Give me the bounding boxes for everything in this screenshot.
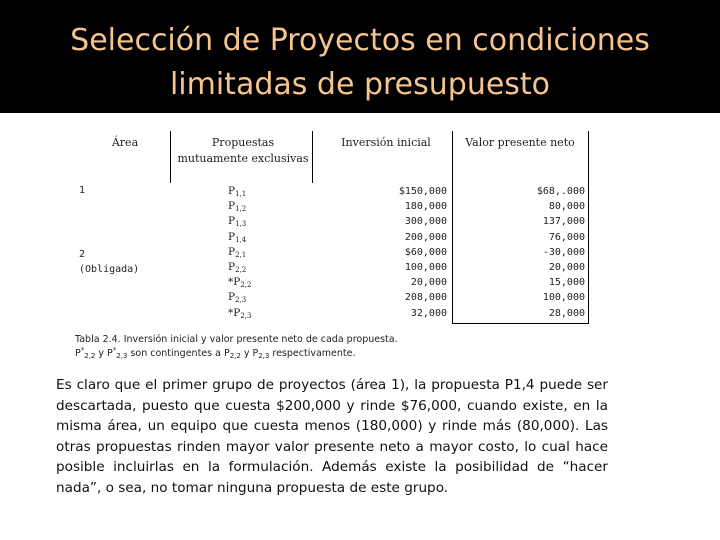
proposal-row: [228, 230, 278, 245]
investment-cell: 20,000: [410, 277, 447, 289]
caption-text: son contingentes a P: [127, 348, 230, 359]
proposal-row: [228, 260, 278, 275]
proposal-row: [228, 275, 278, 290]
table-rule-vertical-4: [588, 131, 589, 324]
caption-sup: *: [80, 346, 85, 354]
npv-cell: 137,000: [542, 216, 585, 228]
header-proposals-line-1: Propuestas: [211, 136, 275, 149]
header-proposals: [168, 135, 318, 167]
proposal-base: P: [228, 260, 236, 273]
proposal-row: [228, 184, 278, 199]
area-2-label-line-2: (Obligada): [79, 264, 140, 275]
investment-cell: 32,000: [410, 307, 447, 319]
npv-cell: 80,000: [548, 201, 585, 213]
caption-sub: 2,3: [258, 352, 270, 360]
npv-cell: -30,000: [542, 246, 585, 258]
investment-cell: $60,000: [404, 246, 447, 258]
proposal-subscript: 1,2: [235, 205, 247, 214]
proposal-subscript: 2,2: [240, 281, 252, 290]
table-caption: [75, 333, 398, 361]
caption-text: P: [75, 348, 81, 359]
proposal-prefix: *: [228, 276, 234, 289]
npv-cell: 15,000: [548, 277, 585, 289]
investment-cell: 200,000: [404, 231, 447, 243]
npv-column: [520, 184, 585, 321]
investment-cell: 208,000: [404, 292, 447, 304]
investment-cell: 300,000: [404, 216, 447, 228]
caption-text: y P: [240, 348, 259, 359]
proposal-subscript: 2,3: [240, 311, 252, 320]
proposal-subscript: 1,3: [235, 220, 247, 229]
proposal-base: P: [233, 276, 241, 289]
title-bar: [0, 0, 720, 113]
investment-cell: $150,000: [398, 186, 447, 197]
proposal-base: P: [228, 185, 236, 197]
caption-sub: 2,2: [229, 352, 241, 360]
proposal-row: [228, 306, 278, 321]
proposal-base: P: [233, 306, 241, 319]
proposal-base: P: [228, 215, 236, 228]
header-investment: Inversión inicial: [341, 136, 431, 149]
caption-sub: 2,2: [84, 352, 96, 360]
slide-title-line-1: Selección de Proyectos en condiciones: [70, 23, 650, 58]
table-caption-line-1: Tabla 2.4. Inversión inicial y valor presente neto de cada propuesta.: [75, 334, 398, 345]
proposal-base: P: [228, 245, 236, 258]
proposal-row: [228, 214, 278, 229]
area-1-label: 1: [79, 185, 86, 196]
area-2-label: [79, 247, 139, 277]
header-npv: Valor presente neto: [465, 136, 575, 149]
table-rule-vertical-2: [312, 131, 313, 183]
proposal-prefix: *: [228, 306, 234, 319]
investment-cell: 180,000: [404, 201, 447, 213]
table-rule-vertical-3: [452, 131, 453, 324]
npv-cell: 20,000: [548, 261, 585, 273]
slide-title-line-2: limitadas de presupuesto: [169, 67, 551, 102]
proposal-subscript: 2,2: [235, 265, 247, 274]
proposal-base: P: [228, 291, 236, 304]
proposal-row: [228, 290, 278, 305]
proposal-subscript: 2,3: [235, 296, 247, 305]
npv-cell: 28,000: [548, 307, 585, 319]
proposal-subscript: 2,1: [235, 250, 247, 259]
table-rule-vertical-1: [170, 131, 171, 183]
proposal-base: P: [228, 200, 236, 213]
header-proposals-line-2: mutuamente exclusivas: [177, 152, 309, 165]
proposal-row: [228, 245, 278, 260]
npv-cell: 76,000: [548, 231, 585, 243]
caption-sup: *: [112, 346, 117, 354]
proposal-subscript: 1,1: [235, 190, 247, 198]
investment-cell: 100,000: [404, 261, 447, 273]
npv-cell: $68,.000: [536, 186, 585, 197]
proposal-row: [228, 199, 278, 214]
npv-cell: 100,000: [542, 292, 585, 304]
caption-text: respectivamente.: [269, 348, 356, 359]
area-2-label-line-1: 2: [79, 249, 86, 260]
body-paragraph: Es claro que el primer grupo de proyectos (área 1), la propuesta P1,4 puede ser descartada, puesto que cuesta $200,000 y rinde $76,000, cuando existe, en la misma área, un equipo que cuesta menos (180,000) y rinde más (80,000). Las otras propuestas rinden mayor valor presente neto a mayor costo, lo cual hace posible incluirlas en la formulación. Además existe la posibilidad de “hacer nada”, o sea, no tomar ninguna propuesta de este grupo.: [56, 377, 608, 496]
caption-sub: 2,3: [116, 352, 128, 360]
caption-text: y P: [95, 348, 113, 359]
proposal-subscript: 1,4: [235, 235, 247, 244]
header-area: Área: [111, 136, 139, 149]
proposals-column: [228, 184, 278, 321]
proposal-base: P: [228, 230, 236, 243]
table-caption-line-2: [75, 347, 398, 361]
table-rule-bottom: [452, 323, 589, 324]
investment-column: [380, 184, 447, 321]
